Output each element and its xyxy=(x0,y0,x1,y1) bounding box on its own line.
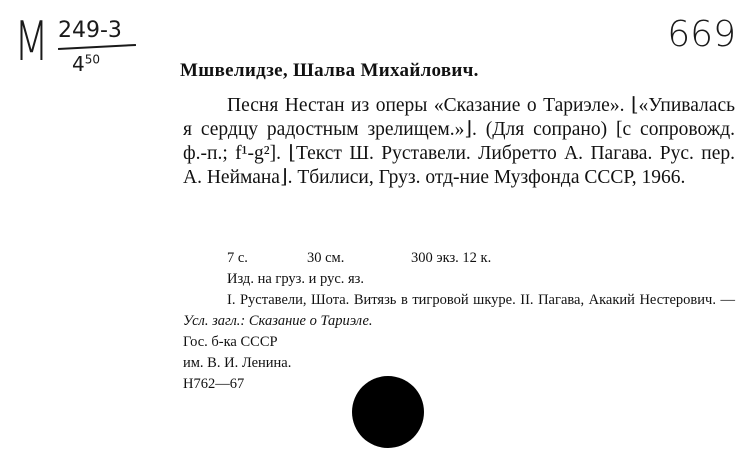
shelf-mark-numerator: 249-3 xyxy=(58,18,122,43)
collation-pages: 7 с. xyxy=(227,250,248,266)
shelf-mark-denominator-main: 4 xyxy=(72,52,85,76)
library-line-2: им. В. И. Ленина. xyxy=(183,355,292,371)
subject-entries xyxy=(183,290,735,332)
shelf-mark-denominator xyxy=(72,52,100,76)
collation-size: 30 см. xyxy=(307,250,345,266)
corner-number: 669 xyxy=(667,14,736,55)
uniform-title: Усл. загл.: Сказание о Тариэле. xyxy=(183,313,373,329)
collation-line xyxy=(183,248,735,269)
shelf-mark-letter: М xyxy=(14,10,48,73)
description-block xyxy=(183,94,735,190)
language-note: Изд. на груз. и рус. яз. xyxy=(227,271,365,287)
collation-copies: 300 экз. 12 к. xyxy=(411,250,492,266)
shelf-mark-fraction-line xyxy=(58,44,136,50)
punch-hole xyxy=(352,376,424,448)
card-number: Н762—67 xyxy=(183,376,245,392)
shelf-mark-denominator-sup: 50 xyxy=(84,52,101,67)
author-heading: Мшвелидзе, Шалва Михайлович. xyxy=(180,60,479,81)
library-line-1: Гос. б-ка СССР xyxy=(183,334,278,350)
notes-block xyxy=(183,248,735,395)
description-text: Песня Нестан из оперы «Сказание о Тариэле». ⌊«Упивалась я сердцу радостным зрелищем.»⌋. (Для сопрано) [с сопровожд. ф.-п.; f¹-g²]. ⌊Текст Ш. Руставели. Либретто А. Пагава. Рус. пер. А. Неймана⌋. Тбилиси, Груз. отд-ние Музфонда СССР, 1966. xyxy=(183,95,735,188)
subject-entries-text: I. Руставели, Шота. Витязь в тигровой шкуре. II. Пагава, Акакий Нестерович. — xyxy=(227,292,735,308)
